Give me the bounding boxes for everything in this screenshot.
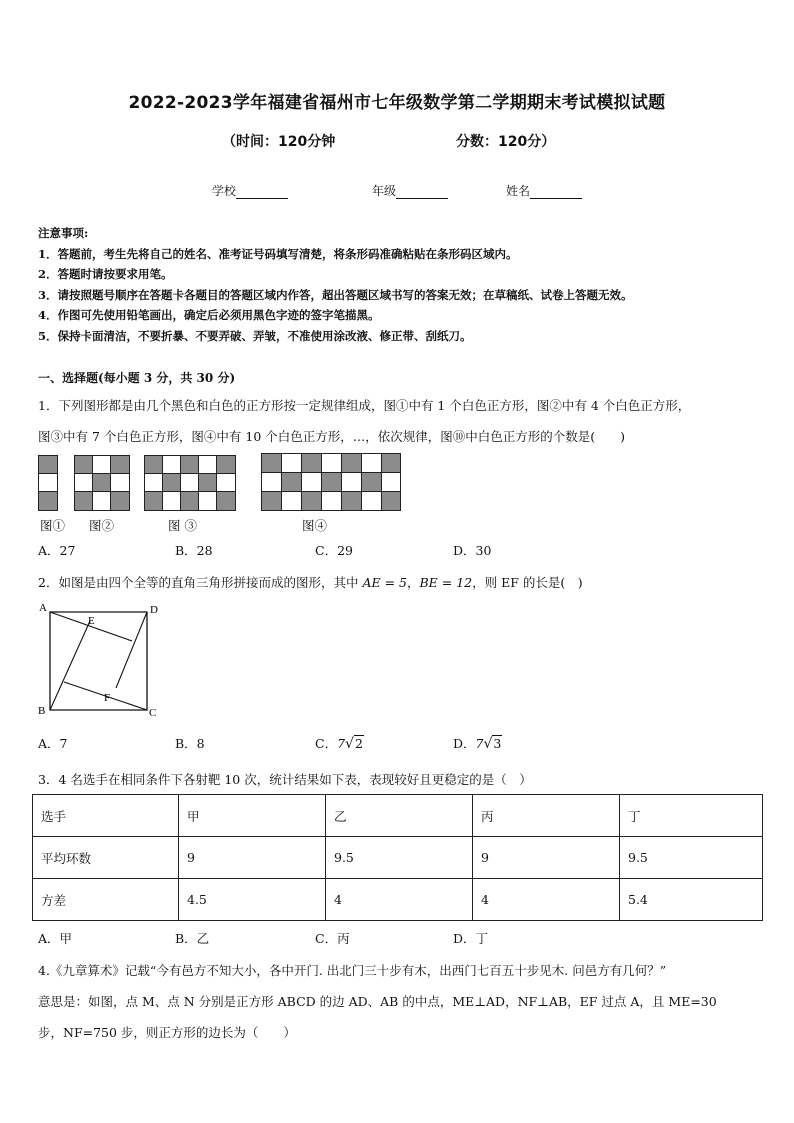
table-row — [33, 879, 763, 921]
name-label: 姓名 — [506, 184, 531, 198]
q2-be: BE = 12 — [419, 575, 473, 590]
q1-figure-label: 图② — [89, 518, 115, 533]
q2-diagram — [34, 600, 164, 720]
name-blank[interactable] — [530, 186, 582, 199]
table-cell: 4 — [326, 879, 473, 921]
q2-option-c-letter: C． — [315, 736, 338, 751]
school-blank[interactable] — [236, 186, 288, 199]
note-item: 2．答题时请按要求用笔。 — [38, 267, 173, 281]
q3-option-d[interactable]: D．丁 — [453, 931, 489, 946]
q1-figure-label: 图 ③ — [168, 518, 197, 533]
q2-option-b[interactable]: B．8 — [175, 736, 205, 751]
grade-label: 年级 — [372, 184, 397, 198]
q3-option-b[interactable]: B．乙 — [175, 931, 210, 946]
point-f-label: F — [104, 692, 111, 704]
table-cell: 9.5 — [620, 837, 763, 879]
q3-table — [32, 794, 763, 921]
point-d-label: D — [150, 604, 158, 616]
q3-option-a[interactable]: A．甲 — [38, 931, 73, 946]
q2-option-c-coef: 7 — [337, 736, 346, 751]
point-c-label: C — [149, 707, 157, 719]
grade-blank[interactable] — [396, 186, 448, 199]
note-item: 3．请按照题号顺序在答题卡各题目的答题区域内作答，超出答题区域书写的答案无效；在草稿纸、试卷上答题无效。 — [38, 288, 633, 302]
q2-option-a[interactable]: A．7 — [38, 736, 68, 751]
table-row — [33, 795, 763, 837]
q1-option-a[interactable]: A．27 — [38, 543, 76, 558]
q1-figure-label: 图④ — [302, 518, 328, 533]
q4-text-line3: 步，NF=750 步，则正方形的边长为（ ） — [38, 1025, 296, 1040]
name-field[interactable] — [506, 182, 582, 199]
table-cell: 丁 — [620, 795, 763, 837]
q1-option-b[interactable]: B．28 — [175, 543, 213, 558]
q2-option-d[interactable]: D．7√3 — [453, 736, 502, 752]
q2-option-d-coef: 7 — [475, 736, 484, 751]
score-label: 分数：120分） — [456, 134, 556, 150]
q2-text-prefix: 2．如图是由四个全等的直角三角形拼接而成的图形，其中 — [38, 575, 359, 590]
q2-option-d-letter: D． — [453, 736, 476, 751]
q3-option-c[interactable]: C．丙 — [315, 931, 350, 946]
table-cell: 9 — [473, 837, 620, 879]
school-label: 学校 — [212, 184, 237, 198]
table-cell: 9.5 — [326, 837, 473, 879]
q2-option-c[interactable]: C．7√2 — [315, 736, 363, 752]
q2-text-suffix: ，则 EF 的长是( ) — [472, 575, 583, 590]
table-cell: 乙 — [326, 795, 473, 837]
table-cell: 甲 — [179, 795, 326, 837]
note-item: 5．保持卡面清洁，不要折暴、不要弄破、弄皱，不准使用涂改液、修正带、刮纸刀。 — [38, 329, 472, 343]
grade-field[interactable] — [372, 182, 448, 199]
point-a-label: A — [39, 602, 47, 614]
table-cell: 4 — [473, 879, 620, 921]
q3-text: 3．4 名选手在相同条件下各射靶 10 次，统计结果如下表，表现较好且更稳定的是（ ） — [38, 772, 532, 787]
table-row — [33, 837, 763, 879]
q1-figure-label: 图① — [40, 518, 66, 533]
q2-ae: AE = 5 — [362, 575, 407, 590]
page-title: 2022-2023学年福建省福州市七年级数学第二学期期末考试模拟试题 — [128, 93, 666, 113]
q2-comma: ， — [406, 575, 420, 590]
q4-text-line2: 意思是：如图，点 M、点 N 分别是正方形 ABCD 的边 AD、AB 的中点，ME⊥AD，NF⊥AB，EF 过点 A，且 ME=30 — [38, 994, 717, 1009]
note-item: 1．答题前，考生先将自己的姓名、准考证号码填写清楚，将条形码准确粘贴在条形码区域内。 — [38, 247, 518, 261]
q2-option-c-radicand: 2 — [354, 736, 363, 751]
q1-option-d[interactable]: D．30 — [453, 543, 492, 558]
time-label: （时间：120分钟 — [222, 134, 336, 150]
point-e-label: E — [88, 615, 95, 627]
table-cell: 9 — [179, 837, 326, 879]
section-heading: 一、选择题(每小题 3 分，共 30 分) — [38, 371, 236, 385]
school-field[interactable] — [212, 182, 288, 199]
q1-text-line1: 1．下列图形都是由几个黑色和白色的正方形按一定规律组成，图①中有 1 个白色正方形，图②中有 4 个白色正方形， — [38, 398, 691, 413]
q1-option-c[interactable]: C．29 — [315, 543, 353, 558]
table-cell: 选手 — [33, 795, 179, 837]
table-cell: 4.5 — [179, 879, 326, 921]
notes-heading: 注意事项: — [38, 226, 89, 240]
table-cell: 5.4 — [620, 879, 763, 921]
point-b-label: B — [38, 705, 46, 717]
table-cell: 平均环数 — [33, 837, 179, 879]
table-cell: 丙 — [473, 795, 620, 837]
q2-text — [38, 573, 583, 591]
q1-text-line2: 图③中有 7 个白色正方形，图④中有 10 个白色正方形，…，依次规律，图⑩中白色正方形的个数是( ) — [38, 429, 626, 444]
table-cell: 方差 — [33, 879, 179, 921]
note-item: 4．作图可先使用铅笔画出，确定后必须用黑色字迹的签字笔描黑。 — [38, 308, 380, 322]
q2-option-d-radicand: 3 — [493, 736, 502, 751]
q4-text-line1: 4.《九章算术》记载“今有邑方不知大小，各中开门. 出北门三十步有木，出西门七百五十步见木. 问邑方有几何？” — [38, 963, 667, 978]
